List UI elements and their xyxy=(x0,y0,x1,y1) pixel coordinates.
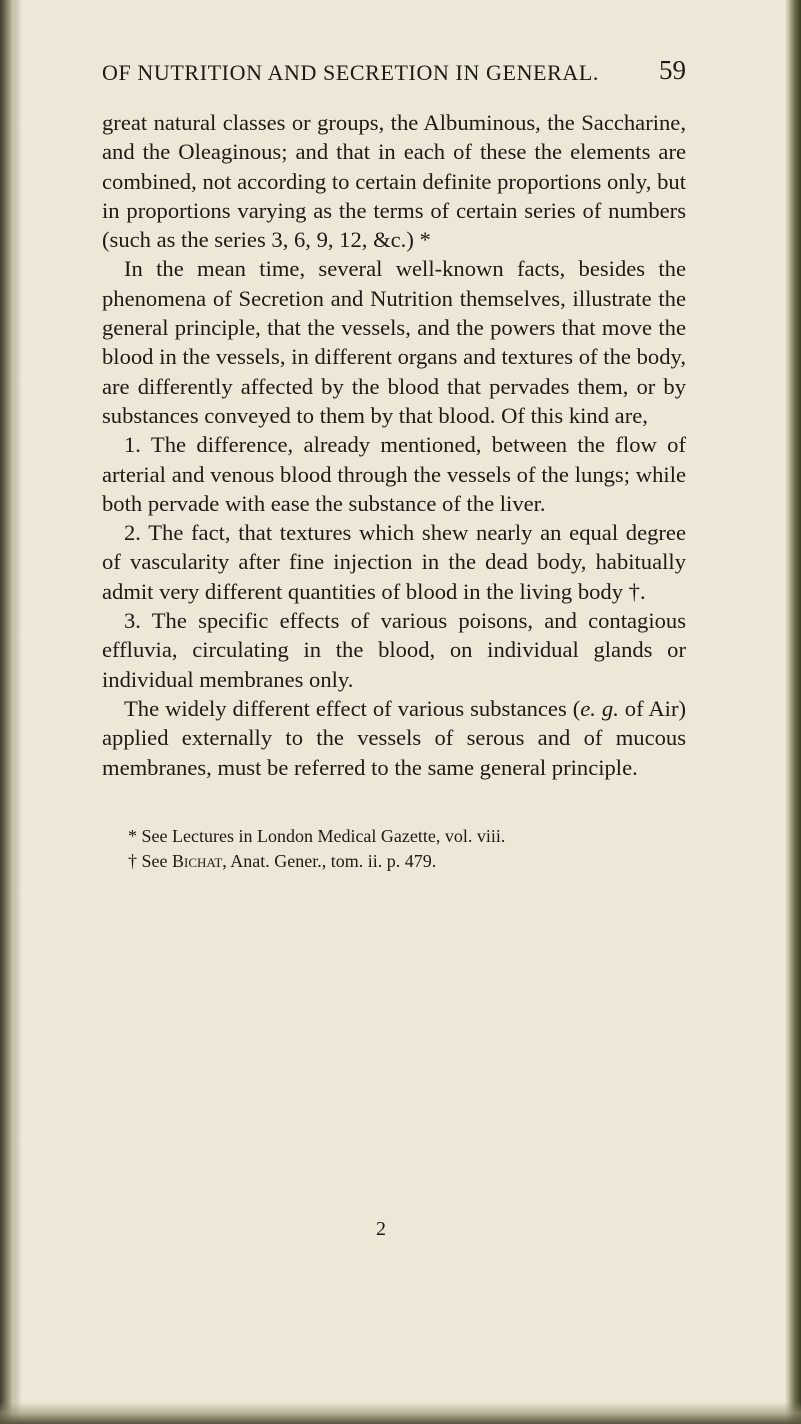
paragraph-text-end: of Air) applied externally to the vessels of serous and of mucous membranes, must be referred to the same general principle. xyxy=(102,695,686,780)
footnotes xyxy=(102,824,686,874)
italic-eg: e. g. xyxy=(580,695,619,721)
body-text xyxy=(102,108,686,782)
footnote-2 xyxy=(102,849,686,874)
page-edge-bottom xyxy=(0,1402,801,1424)
footnote-2-author: Bichat xyxy=(172,851,223,871)
page-edge-right xyxy=(785,0,801,1424)
footnote-1: * See Lectures in London Medical Gazette, vol. viii. xyxy=(128,826,506,846)
page-header xyxy=(102,55,686,96)
page-number: 59 xyxy=(659,55,686,85)
footnote-2-prefix: † See xyxy=(128,851,172,871)
page-gutter-shadow xyxy=(14,0,22,1424)
paragraph-item-3: 3. The specific effects of various poisons, and contagious effluvia, circulating in the blood, on individual glands or individual membranes only. xyxy=(102,608,686,692)
paragraph-item-1: 1. The difference, already mentioned, between the flow of arterial and venous blood through the vessels of the lungs; while both pervade with ease the substance of the liver. xyxy=(102,432,686,516)
running-head: OF NUTRITION AND SECRETION IN GENERAL. xyxy=(102,60,599,85)
paragraph-text-start: The widely different effect of various substances ( xyxy=(124,695,581,721)
signature-mark: 2 xyxy=(376,1218,386,1240)
paragraph-item-2: 2. The fact, that textures which shew nearly an equal degree of vascularity after fine injection in the dead body, habitually admit very different quantities of blood in the living body †. xyxy=(102,520,686,604)
paragraph-continuation: great natural classes or groups, the Albuminous, the Saccharine, and the Oleaginous; and that in each of these the elements are combined, not according to certain definite proportions only, but in proportions varying as the terms of certain series of numbers (such as the series 3, 6, 9, 12, &c.) * xyxy=(102,110,686,253)
paragraph-widely-different xyxy=(102,694,686,782)
footnote-2-citation: , Anat. Gener., tom. ii. p. 479. xyxy=(222,851,437,871)
paragraph-mean-time: In the mean time, several well-known facts, besides the phenomena of Secretion and Nutrition themselves, illustrate the general principle, that the vessels, and the powers that move the blood in the vessels, in different organs and textures of the body, are differently affected by the blood that pervades them, or by substances conveyed to them by that blood. Of this kind are, xyxy=(102,256,686,428)
page-edge-left xyxy=(0,0,14,1424)
